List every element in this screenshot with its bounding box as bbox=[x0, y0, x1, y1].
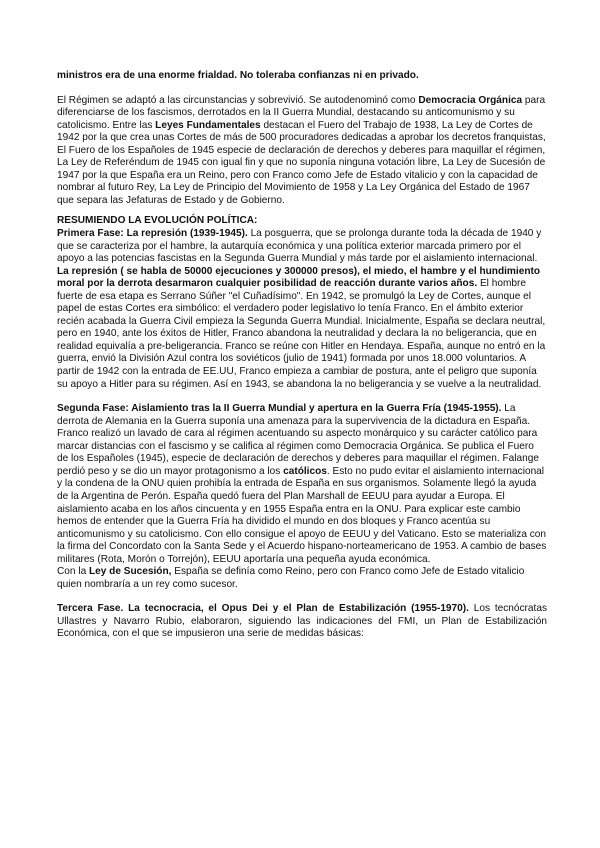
fase2-text-4: España se definía como Reino, pero con Franco como Jefe de Estado vitalicio quien nombraría a un rey como sucesor. bbox=[57, 566, 525, 590]
fase2-sucesion-paragraph bbox=[57, 566, 547, 591]
ley-sucesion-bold: Ley de Sucesión, bbox=[88, 566, 172, 578]
intro-bold-text: ministros era de una enorme frialdad. No toleraba confianzas ni en privado. bbox=[57, 70, 419, 81]
leyes-fundamentales-bold: Leyes Fundamentales bbox=[155, 119, 261, 131]
document-page bbox=[57, 70, 547, 641]
intro-paragraph bbox=[57, 70, 547, 83]
fase2-text-3: Con la bbox=[57, 566, 89, 578]
regimen-text-3: destacan el Fuero del Trabajo de 1938, La Ley de Cortes de 1942 por la que crea unas Cortes de más de 500 procuradores dedicadas a aprobar los decretos franquistas, El Fuero de los Españoles de 1945 especie de declaración de derechos y deberes para maquillar el régimen, La Ley de Referéndum de 1945 con igual fin y que no suponía ninguna votación libre, La Ley de Sucesión de 1947 por la que España era un Reino, pero con Franco como Jefe de Estado vitalicio y con la capacidad de nombrar al futuro Rey, La Ley de Principio del Movimiento de 1958 y La Ley Orgánica del Estado de 1967 que separa las Jefaturas de Estado y de Gobierno. bbox=[57, 119, 546, 206]
fase2-paragraph bbox=[57, 403, 547, 566]
fase1-text-1: La posguerra, que se prolonga durante toda la década de 1940 y que se caracteriza por el hambre, la autarquía económica y una política exterior marcada primero por el apoyo a las potencias fascistas en la Segunda Guerra Mundial y más tarde por el aislamiento internacional. bbox=[57, 228, 542, 265]
fase1-text-2: El hombre fuerte de esa etapa es Serrano Súñer "el Cuñadísimo". En 1942, se promulgó la Ley de Cortes, aunque el papel de estas Cortes era simbólico: el verdadero poder legislativo lo tenía Franco. En el ámbito exterior recién acabada la Guerra Civil empieza la Segunda Guerra Mundial. Inicialmente, España se declara neutral, pero en 1940, ante los éxitos de Hitler, Franco abandona la neutralidad y declara la no beligerancia, que en realidad equivalía a pre-beligerancia. Franco se reúne con Hitler en Hendaya. España, aunque no entró en la guerra, envió la División Azul contra los soviéticos (julio de 1941) formada por unos 18.000 voluntarios. A partir de 1942 con la entrada de EE.UU, Franco empieza a cambiar de postura, ante el peligro que suponía su apoyo a Hitler para su régimen. Así en 1943, se abandona la no beligerancia y se vuelve a la neutralidad. bbox=[57, 278, 546, 390]
fase1-title: Primera Fase: La represión (1939-1945). bbox=[57, 228, 248, 240]
democracia-organica-bold: Democracia Orgánica bbox=[418, 94, 523, 106]
fase1-paragraph bbox=[57, 228, 547, 391]
fase3-text-1: Los tecnócratas Ullastres y Navarro Rubio, elaboraron, siguiendo las indicaciones del FMI, un Plan de Estabilización Económica, con el que se impusieron una serie de medidas básicas: bbox=[57, 603, 547, 640]
fase3-paragraph bbox=[57, 603, 547, 641]
fase2-text-1: La derrota de Alemania en la Guerra suponía una amenaza para la supervivencia de la dictadura en España. Franco realizó un lavado de cara al régimen acentuando su aspecto monárquico y su carácter católico para marcar distancias con el fascismo y se califica al régimen como Democracia Orgánica. Se publica el Fuero de los Españoles (1945), especie de declaración de derechos y deberes para maquillar el régimen. Falange perdió peso y se dio un mayor protagonismo a los bbox=[57, 403, 539, 477]
fase2-text-2: . Esto no pudo evitar el aislamiento internacional y la condena de la ONU quien prohibía la entrada de España en sus organismos. Solamente llegó la ayuda de la Argentina de Perón. España quedó fuera del Plan Marshall de EEUU para ayudar a Europa. El aislamiento acaba en los años cincuenta y en 1955 España entra en la ONU. Para explicar este cambio hemos de entender que la Guerra Fría ha dividido el mundo en dos bloques y Franco acentúa su anticomunismo y su catolicismo. Con ello consigue el apoyo de EEUU y del Vaticano. Esto se materializa con la firma del Concordato con la Santa Sede y el Acuerdo hispano-norteamericano de 1953. A cambio de bases militares (Rota, Morón o Torrejón), EEUU aportaría una pequeña ayuda económica. bbox=[57, 465, 547, 565]
fase2-title: Segunda Fase: Aislamiento tras la II Guerra Mundial y apertura en la Guerra Fría (1945-1955). bbox=[57, 403, 502, 415]
regimen-paragraph bbox=[57, 95, 547, 208]
fase1-bold-represion: La represión ( se habla de 50000 ejecuciones y 300000 presos), el miedo, el hambre y el hundimiento moral por la derrota desarmaron cualquier posibilidad de reacción durante varios años. bbox=[57, 265, 541, 290]
fase3-title: Tercera Fase. La tecnocracia, el Opus Dei y el Plan de Estabilización (1955-1970). bbox=[57, 603, 469, 615]
resumen-heading bbox=[57, 215, 547, 228]
regimen-text-1: El Régimen se adaptó a las circunstancias y sobrevivió. Se autodenominó como bbox=[57, 94, 419, 106]
resumen-heading-text: RESUMIENDO LA EVOLUCIÓN POLÍTICA: bbox=[57, 215, 258, 227]
catolicos-bold: católicos bbox=[283, 465, 327, 477]
regimen-text-2: para diferenciarse de los fascismos, derrotados en la II Guerra Mundial, destacando su anticomunismo y su catolicismo. Entre las bbox=[57, 94, 546, 131]
